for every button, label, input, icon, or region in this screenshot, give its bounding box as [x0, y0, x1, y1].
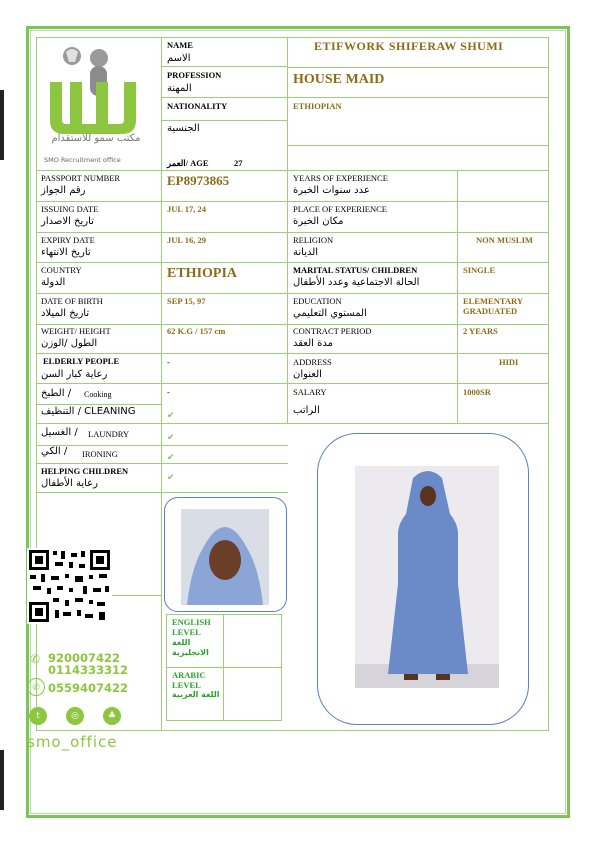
english-level-label: ENGLISH LEVEL: [172, 617, 211, 637]
expiry-label: EXPIRY DATE: [41, 235, 95, 245]
education-value: ELEMENTARY GRADUATED: [463, 296, 523, 316]
arabic-level-label: ARABIC LEVEL: [172, 670, 206, 690]
edge-mark: [0, 750, 4, 810]
address-label: ADDRESS: [293, 357, 332, 367]
marital-label: MARITAL STATUS/ CHILDREN: [293, 265, 418, 275]
education-label: EDUCATION: [293, 296, 342, 306]
religion-label-ar: الديانة: [293, 247, 319, 258]
marital-label-ar: الحالة الاجتماعية وعدد الأطفال: [293, 277, 420, 288]
place-exp-label-ar: مكان الخبرة: [293, 216, 344, 227]
english-level-label-ar: اللغة الانجليزية: [172, 638, 209, 657]
laundry-label: LAUNDRY: [88, 429, 130, 439]
age-label: العمر/ AGE: [167, 158, 209, 168]
twitter-icon[interactable]: t: [29, 707, 47, 725]
phone-icon: ✆: [30, 652, 41, 666]
logo-arabic-caption: مكتب سمو للاستقدام: [51, 133, 141, 144]
profession-value: HOUSE MAID: [293, 72, 385, 87]
elderly-label: ELDERLY PEOPLE: [43, 356, 120, 366]
full-body-photo: [318, 434, 528, 724]
instagram-icon[interactable]: ◎: [66, 707, 84, 725]
portrait-photo-frame: [164, 497, 287, 612]
elderly-value: -: [167, 357, 170, 367]
name-label: NAME: [167, 40, 193, 50]
country-value: ETHIOPIA: [167, 266, 238, 281]
country-label: COUNTRY: [41, 265, 82, 275]
dob-value: SEP 15, 97: [167, 296, 206, 306]
profession-label-ar: المهنة: [167, 83, 192, 94]
age-value: 27: [234, 158, 243, 168]
laundry-check-icon: ✔: [167, 432, 175, 442]
contract-value: 2 YEARS: [463, 326, 498, 336]
years-exp-label: YEARS OF EXPERIENCE: [293, 173, 388, 183]
helping-label-ar: رعاية الأطفال: [41, 478, 98, 489]
cleaning-check-icon: ✔: [167, 410, 175, 420]
ironing-label: IRONING: [82, 449, 118, 459]
dob-label-ar: تاريخ الميلاد: [41, 308, 90, 319]
expiry-label-ar: تاريخ الانتهاء: [41, 247, 91, 258]
ironing-label-ar: الكي /: [41, 446, 68, 457]
phone-number-1[interactable]: 920007422: [48, 651, 121, 665]
weight-value: 62 K.G / 157 cm: [167, 326, 226, 336]
address-label-ar: العنوان: [293, 369, 322, 380]
passport-label: PASSPORT NUMBER: [41, 173, 121, 183]
helping-check-icon: ✔: [167, 472, 175, 482]
logo-mark-icon: [42, 42, 157, 142]
issuing-value: JUL 17, 24: [167, 204, 206, 214]
logo-english-caption: SMO Recruitment office: [44, 156, 121, 164]
marital-value: SINGLE: [463, 265, 496, 275]
address-value: HIDI: [499, 357, 519, 367]
edge-mark: [0, 90, 4, 160]
name-value: ETIFWORK SHIFERAW SHUMI: [314, 39, 504, 53]
full-body-photo-frame: [317, 433, 529, 725]
religion-label: RELIGION: [293, 235, 334, 245]
salary-label: SALARY: [293, 387, 327, 397]
passport-value: EP8973865: [167, 173, 230, 188]
weight-label: WEIGHT/ HEIGHT: [41, 326, 111, 336]
cooking-label-ar: الطبخ /: [41, 388, 72, 399]
nationality-label-ar: الجنسية: [167, 123, 200, 134]
nationality-value: ETHIOPIAN: [293, 101, 342, 111]
religion-value: NON MUSLIM: [476, 235, 533, 245]
education-label-ar: المستوي التعليمي: [293, 308, 367, 319]
phone-number-2[interactable]: 0114333312: [48, 663, 129, 677]
whatsapp-icon: ✆: [27, 678, 45, 696]
years-exp-label-ar: عدد سنوات الخبرة: [293, 185, 370, 196]
issuing-label-ar: تاريخ الاصدار: [41, 216, 94, 227]
contract-label-ar: مدة العقد: [293, 338, 333, 349]
contract-label: CONTRACT PERIOD: [293, 326, 372, 336]
cooking-value: -: [167, 387, 170, 397]
social-handle[interactable]: smo_office: [27, 733, 118, 751]
ironing-check-icon: ✔: [167, 452, 175, 462]
qr-code[interactable]: [27, 548, 112, 624]
helping-label: HELPING CHILDREN: [41, 466, 129, 476]
elderly-label-ar: رعاية كبار السن: [41, 369, 108, 380]
agency-logo: [42, 42, 157, 167]
salary-label-ar: الراتب: [293, 405, 320, 416]
cleaning-label: التنظيف / CLEANING: [41, 406, 136, 417]
expiry-value: JUL 16, 29: [167, 235, 206, 245]
whatsapp-number[interactable]: 0559407422: [48, 681, 129, 695]
nationality-label: NATIONALITY: [167, 101, 228, 111]
dob-label: DATE OF BIRTH: [41, 296, 103, 306]
name-label-ar: الاسم: [167, 53, 191, 64]
qr-code-icon: [27, 548, 112, 624]
arabic-level-label-ar: اللغة العربية: [172, 690, 220, 699]
profession-label: PROFESSION: [167, 70, 222, 80]
place-exp-label: PLACE OF EXPERIENCE: [293, 204, 387, 214]
weight-label-ar: الطول /الوزن: [41, 338, 98, 349]
issuing-label: ISSUING DATE: [41, 204, 99, 214]
laundry-label-ar: الغسيل /: [41, 427, 78, 438]
passport-label-ar: رقم الجواز: [41, 185, 86, 196]
portrait-photo: [165, 498, 286, 611]
salary-value: 1000SR: [463, 387, 491, 397]
country-label-ar: الدولة: [41, 277, 66, 288]
cooking-label: Cooking: [84, 390, 112, 399]
snapchat-icon[interactable]: ♣: [103, 707, 121, 725]
